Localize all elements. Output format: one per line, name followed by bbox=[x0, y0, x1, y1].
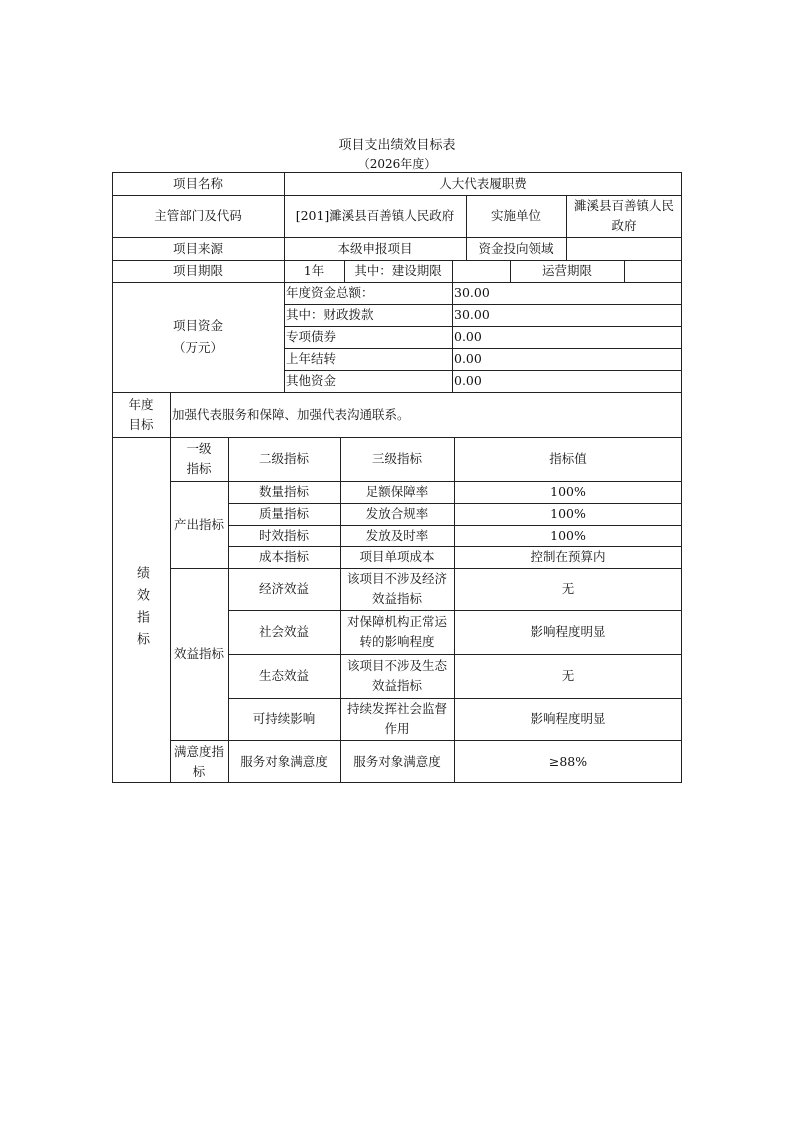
ops-period-value bbox=[624, 260, 682, 282]
benefit-row-l3-line1: 对保障机构正常运 bbox=[346, 614, 447, 629]
funds-label bbox=[112, 282, 284, 392]
benefit-row-l2: 经济效益 bbox=[258, 581, 309, 596]
benefit-indicator-label: 效益指标 bbox=[173, 646, 224, 661]
output-row-l3: 项目单项成本 bbox=[359, 549, 435, 564]
benefit-row-l2: 社会效益 bbox=[258, 624, 309, 639]
funds-other-value: 0.00 bbox=[454, 373, 482, 388]
ops-period-label: 运营期限 bbox=[541, 263, 592, 278]
satisfaction-indicator-label bbox=[170, 740, 228, 783]
dept-value: [201]濉溪县百善镇人民政府 bbox=[295, 208, 455, 223]
goal-label-line1: 年度 bbox=[128, 396, 154, 412]
funds-total-value: 30.00 bbox=[454, 285, 490, 300]
project-name-value: 人大代表履职费 bbox=[439, 175, 527, 191]
benefit-row-l3 bbox=[340, 698, 454, 740]
perf-side-label-text: 绩效指标 bbox=[134, 566, 149, 654]
funds-carryover-value: 0.00 bbox=[454, 351, 482, 366]
benefit-row-value: 无 bbox=[561, 581, 575, 596]
output-row-value: 100% bbox=[550, 506, 586, 521]
output-row-l2: 成本指标 bbox=[258, 549, 309, 564]
perf-head-level2: 二级指标 bbox=[258, 451, 309, 466]
build-period-value bbox=[452, 260, 510, 282]
source-value: 本级申报项目 bbox=[337, 240, 413, 256]
output-row-value: 控制在预算内 bbox=[530, 549, 606, 564]
benefit-row-l3 bbox=[340, 610, 454, 654]
benefit-row-l3-line2: 效益指标 bbox=[371, 678, 422, 693]
perf-head-level1-line1: 一级 bbox=[186, 441, 212, 456]
goal-label bbox=[112, 392, 170, 437]
dept-label: 主管部门及代码 bbox=[154, 208, 242, 223]
satisfaction-label-line2: 标 bbox=[192, 763, 206, 779]
benefit-row-l3 bbox=[340, 654, 454, 698]
source-label: 项目来源 bbox=[172, 240, 223, 256]
benefit-row-l3 bbox=[340, 568, 454, 610]
perf-head-value: 指标值 bbox=[549, 451, 587, 466]
satisfaction-l2: 服务对象满意度 bbox=[240, 753, 328, 769]
output-row-l3: 发放合规率 bbox=[365, 506, 429, 521]
funds-bond-label: 专项债券 bbox=[286, 329, 337, 344]
output-row-l2: 质量指标 bbox=[258, 506, 309, 521]
project-name-label: 项目名称 bbox=[172, 175, 223, 191]
benefit-row-l3-line2: 转的影响程度 bbox=[359, 634, 435, 649]
field-value bbox=[566, 237, 682, 260]
period-value: 1年 bbox=[303, 263, 325, 278]
output-row-l3: 发放及时率 bbox=[365, 527, 429, 543]
funds-total-label: 年度资金总额： bbox=[286, 285, 374, 300]
funds-other-label: 其他资金 bbox=[286, 373, 337, 388]
impl-label: 实施单位 bbox=[490, 208, 541, 223]
perf-side-label bbox=[112, 437, 170, 783]
output-indicator-label: 产出指标 bbox=[173, 516, 224, 532]
performance-table bbox=[112, 172, 682, 783]
funds-label-line2: （万元） bbox=[172, 340, 223, 355]
table-title: 项目支出绩效目标表 bbox=[338, 138, 456, 153]
impl-value: 濉溪县百善镇人民政府 bbox=[573, 198, 674, 233]
benefit-row-l3-line1: 持续发挥社会监督 bbox=[346, 701, 447, 716]
benefit-row-value: 影响程度明显 bbox=[530, 624, 606, 639]
funds-fiscal-value: 30.00 bbox=[454, 307, 490, 322]
goal-text: 加强代表服务和保障、加强代表沟通联系。 bbox=[172, 406, 410, 422]
benefit-row-l2: 可持续影响 bbox=[252, 711, 316, 726]
output-row-l2: 时效指标 bbox=[258, 527, 309, 543]
satisfaction-value: ≥88% bbox=[548, 753, 588, 769]
output-row-value: 100% bbox=[550, 484, 586, 499]
output-row-value: 100% bbox=[550, 527, 586, 543]
funds-bond-value: 0.00 bbox=[454, 329, 482, 344]
period-label: 项目期限 bbox=[172, 263, 223, 278]
perf-head-level3: 三级指标 bbox=[371, 451, 422, 466]
satisfaction-label-line1: 满意度指 bbox=[173, 743, 224, 759]
build-period-label: 其中：建设期限 bbox=[354, 263, 442, 278]
benefit-row-l3-line2: 作用 bbox=[384, 721, 410, 736]
perf-head-level1 bbox=[170, 437, 228, 481]
table-year: （2026年度） bbox=[357, 157, 437, 171]
benefit-row-l3-line2: 效益指标 bbox=[371, 591, 422, 606]
perf-head-level1-line2: 指标 bbox=[186, 461, 212, 476]
funds-label-line1: 项目资金 bbox=[172, 318, 223, 333]
satisfaction-l3: 服务对象满意度 bbox=[353, 753, 441, 769]
funds-fiscal-label: 其中：财政拨款 bbox=[286, 307, 374, 322]
benefit-row-l3-line1: 该项目不涉及经济 bbox=[346, 571, 447, 586]
benefit-row-value: 影响程度明显 bbox=[530, 711, 606, 726]
funds-carryover-label: 上年结转 bbox=[286, 351, 337, 366]
output-row-l2: 数量指标 bbox=[258, 484, 309, 499]
goal-label-line2: 目标 bbox=[128, 416, 154, 432]
output-row-l3: 足额保障率 bbox=[365, 484, 429, 499]
field-label: 资金投向领域 bbox=[478, 240, 554, 256]
benefit-row-l3-line1: 该项目不涉及生态 bbox=[346, 658, 447, 673]
benefit-row-value: 无 bbox=[561, 668, 575, 683]
benefit-row-l2: 生态效益 bbox=[258, 668, 309, 683]
